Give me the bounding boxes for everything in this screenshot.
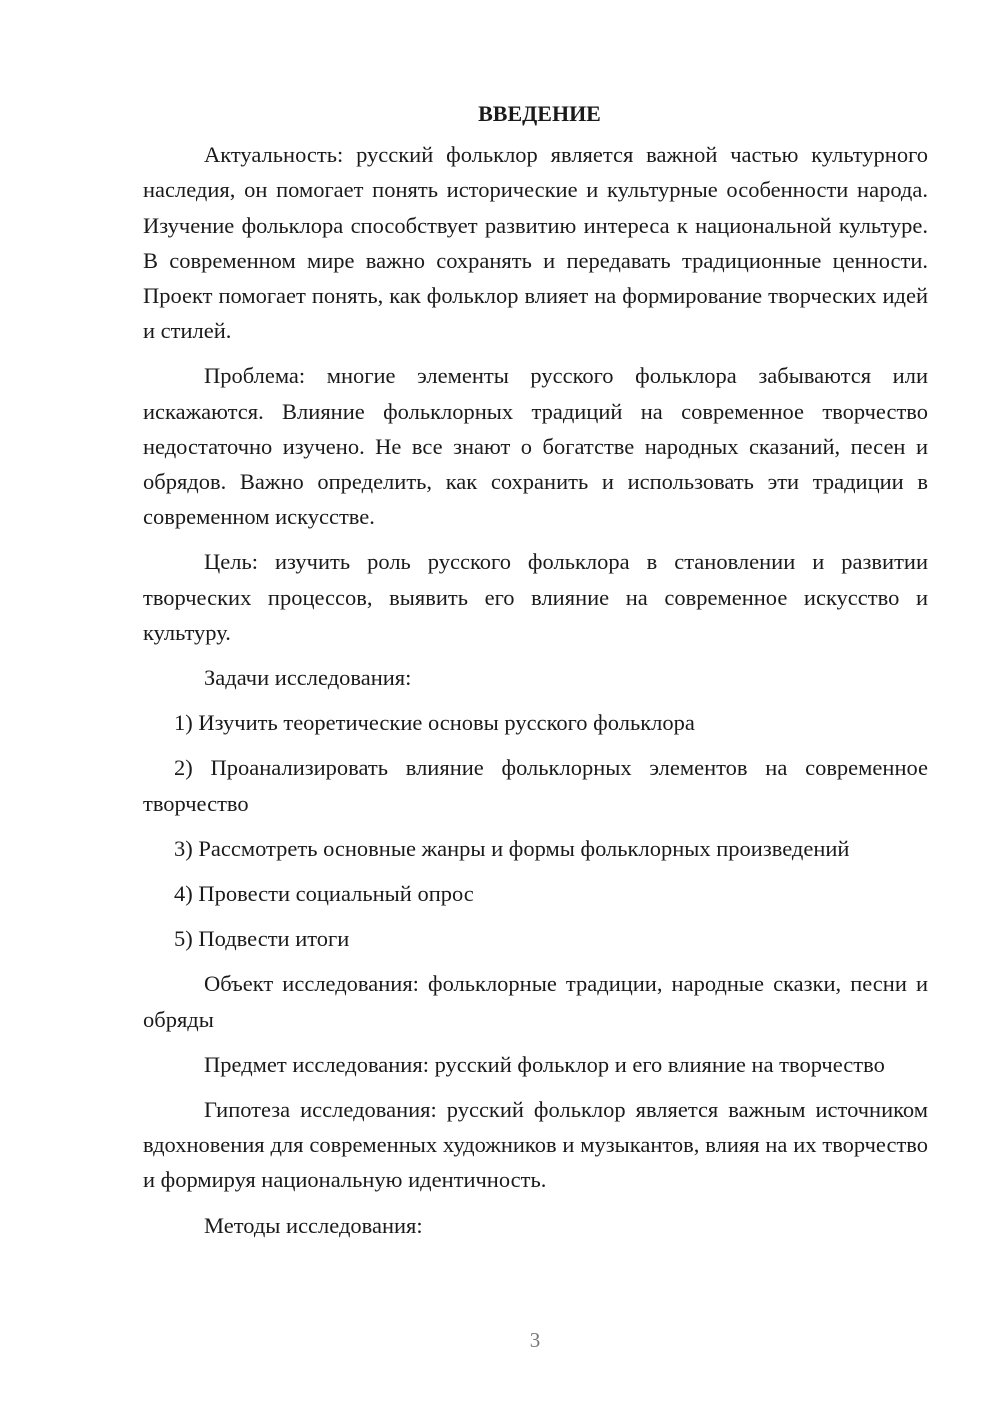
paragraph-object: Объект исследования: фольклорные традиции, народные сказки, песни и обряды bbox=[143, 971, 928, 1032]
page-body bbox=[143, 96, 928, 1253]
task-item-3: 3) Рассмотреть основные жанры и формы фольклорных произведений bbox=[174, 835, 850, 861]
paragraph-subject: Предмет исследования: русский фольклор и его влияние на творчество bbox=[204, 1051, 885, 1077]
task-item-5: 5) Подвести итоги bbox=[174, 926, 350, 952]
task-item-1: 1) Изучить теоретические основы русского фольклора bbox=[174, 710, 695, 736]
page-number: 3 bbox=[529, 1328, 541, 1352]
task-list bbox=[143, 705, 928, 956]
task-item-4: 4) Провести социальный опрос bbox=[174, 881, 474, 907]
paragraph-problem: Проблема: многие элементы русского фольклора забываются или искажаются. Влияние фольклорных традиций на современное творчество недостаточно изучено. Не все знают о богатстве народных сказаний, песен и обрядов. Важно определить, как сохранить и использовать эти традиции в современном искусстве. bbox=[143, 363, 928, 530]
paragraph-relevance: Актуальность: русский фольклор является важной частью культурного наследия, он помогает понять исторические и культурные особенности народа. Изучение фольклора способствует развитию интереса к национальной культуре. В современном мире важно сохранять и передавать традиционные ценности. Проект помогает понять, как фольклор влияет на формирование творческих идей и стилей. bbox=[143, 142, 928, 344]
page-title: ВВЕДЕНИЕ bbox=[478, 101, 601, 126]
methods-heading: Методы исследования: bbox=[204, 1212, 423, 1238]
tasks-heading: Задачи исследования: bbox=[204, 665, 412, 691]
paragraph-goal: Цель: изучить роль русского фольклора в становлении и развитии творческих процессов, выявить его влияние на современное искусство и культуру. bbox=[143, 549, 928, 645]
paragraph-hypothesis: Гипотеза исследования: русский фольклор является важным источником вдохновения для современных художников и музыкантов, влияя на их творчество и формируя национальную идентичность. bbox=[143, 1097, 928, 1193]
task-item-2: 2) Проанализировать влияние фольклорных элементов на современное творчество bbox=[143, 755, 928, 816]
